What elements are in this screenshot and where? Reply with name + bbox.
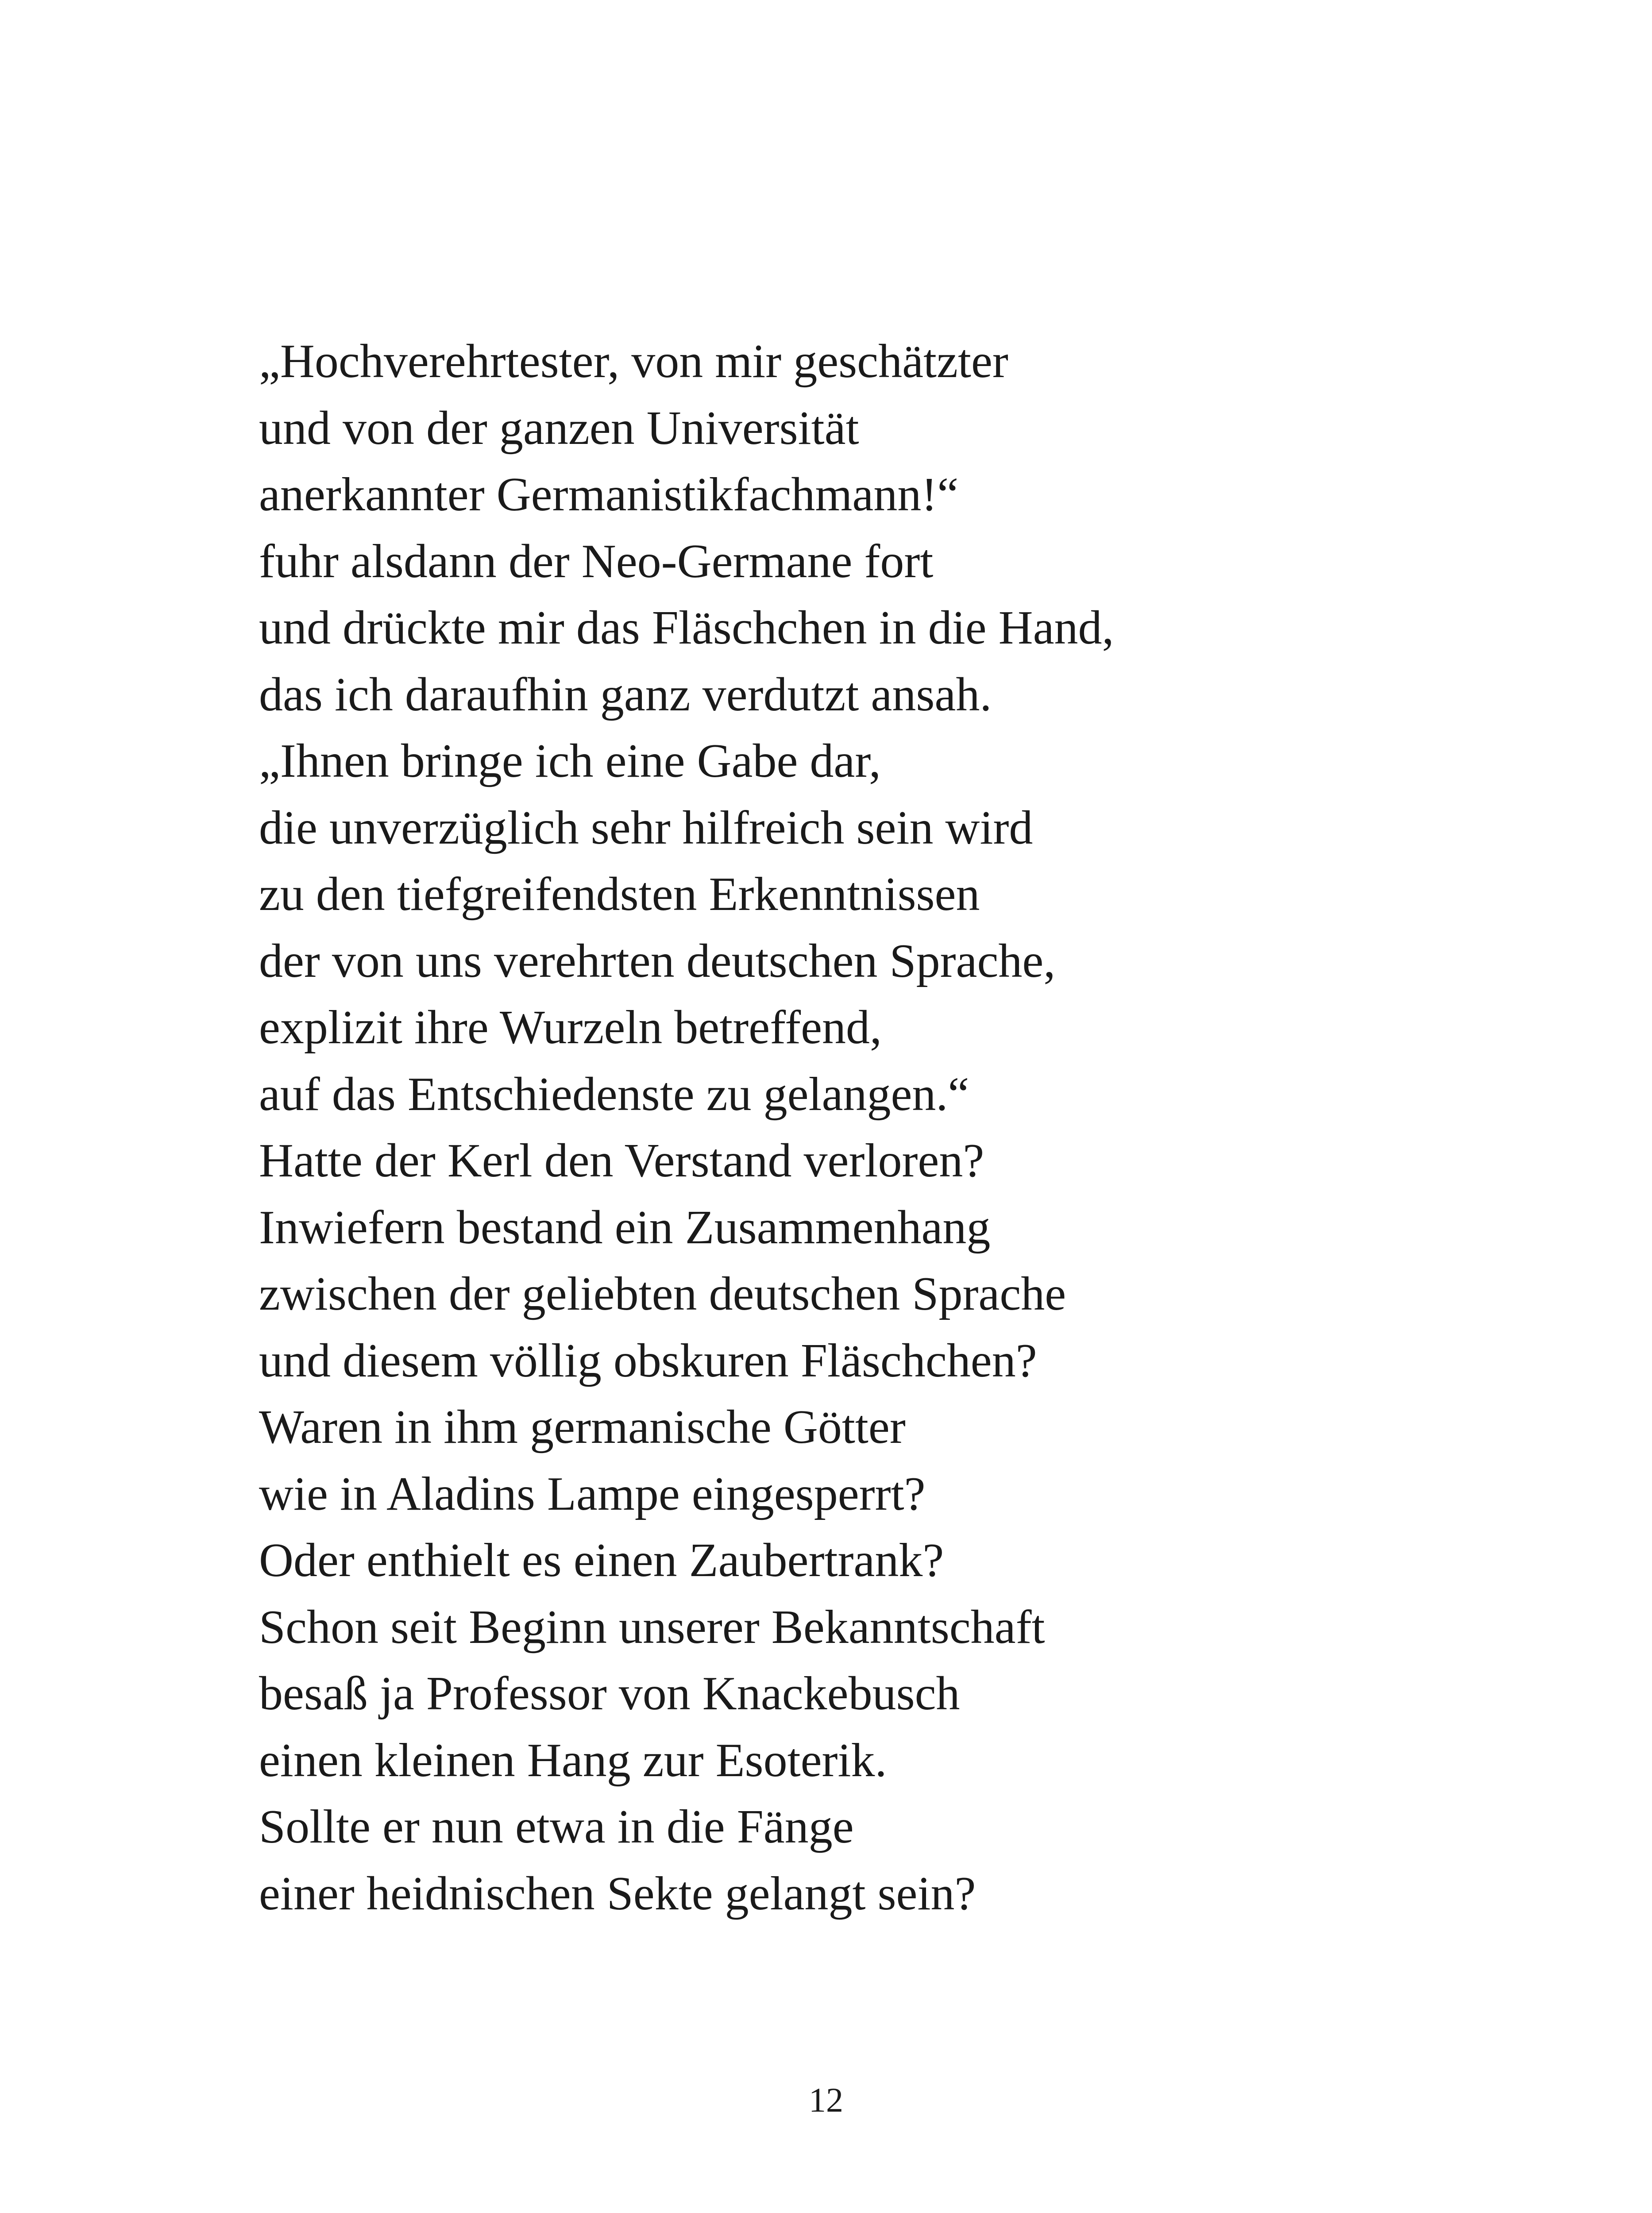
poem-line: Inwiefern bestand ein Zusammenhang [259,1201,991,1254]
poem-line: zu den tiefgreifendsten Erkenntnissen [259,868,980,921]
page-number: 12 [809,2081,843,2119]
poem-line: Oder enthielt es einen Zaubertrank? [259,1534,944,1587]
poem-line: und diesem völlig obskuren Fläschchen? [259,1334,1037,1387]
poem-line: einer heidnischen Sekte gelangt sein? [259,1867,976,1920]
poem-line: auf das Entschiedenste zu gelangen.“ [259,1068,969,1121]
poem-line: anerkannter Germanistikfachmann!“ [259,468,959,521]
poem-line: besaß ja Professor von Knackebusch [259,1667,960,1720]
poem-line: Schon seit Beginn unserer Bekanntschaft [259,1600,1045,1654]
poem-line: und drückte mir das Fläschchen in die Hand, [259,601,1114,654]
poem-line: „Ihnen bringe ich eine Gabe dar, [259,735,881,787]
poem-line: einen kleinen Hang zur Esoterik. [259,1734,887,1787]
poem-line: Waren in ihm germanische Götter [259,1401,906,1453]
poem-line: Hatte der Kerl den Verstand verloren? [259,1134,984,1187]
poem-line: explizit ihre Wurzeln betreffend, [259,1001,882,1054]
poem-line: die unverzüglich sehr hilfreich sein wird [259,801,1033,854]
poem-line: zwischen der geliebten deutschen Sprache [259,1268,1066,1320]
poem-line: und von der ganzen Universität [259,401,859,455]
poem-text [259,328,1114,1927]
poem-line: wie in Aladins Lampe eingesperrt? [259,1467,926,1520]
poem-line: Sollte er nun etwa in die Fänge [259,1800,854,1853]
poem-line: „Hochverehrtester, von mir geschätzter [259,335,1008,388]
poem-line: fuhr alsdann der Neo-Germane fort [259,535,934,588]
poem-line: der von uns verehrten deutschen Sprache, [259,934,1056,987]
poem-line: das ich daraufhin ganz verdutzt ansah. [259,668,992,721]
